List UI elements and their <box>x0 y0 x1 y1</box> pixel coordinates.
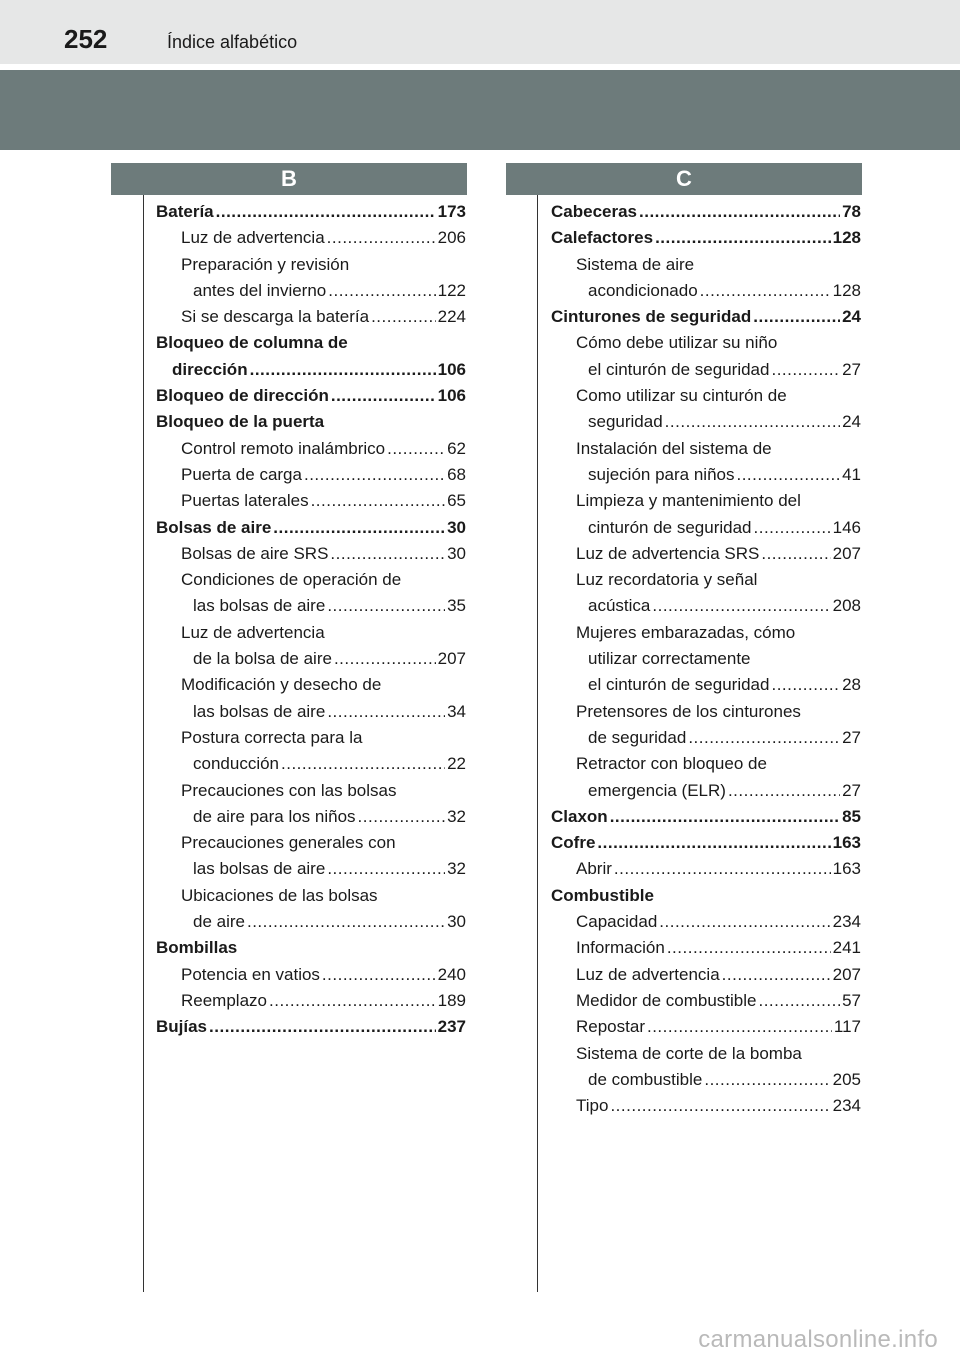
index-entry-page: 240 <box>437 964 466 984</box>
index-entry-text: Bolsas de aire SRS <box>181 543 329 563</box>
index-entry-text: Retractor con bloqueo de <box>576 754 767 774</box>
index-entry <box>551 357 861 383</box>
index-entry-text: Luz de advertencia <box>181 228 325 248</box>
index-entry <box>156 856 466 882</box>
leader-dots <box>700 278 831 304</box>
index-entry-page: 28 <box>842 675 861 695</box>
index-entry <box>156 541 466 567</box>
index-entry-text: Pretensores de los cinturones <box>576 701 801 721</box>
index-entry <box>156 935 466 961</box>
index-entry <box>551 830 861 856</box>
index-entry-text: emergencia (ELR) <box>588 780 726 800</box>
column-header-c: C <box>506 163 862 195</box>
index-entry <box>551 515 861 541</box>
index-entry <box>551 304 861 330</box>
index-entry <box>551 804 861 830</box>
leader-dots <box>327 225 436 251</box>
leader-dots <box>655 225 831 251</box>
leader-dots <box>304 462 445 488</box>
index-entry-page: 189 <box>437 990 466 1010</box>
index-entry <box>156 304 466 330</box>
index-entry <box>551 593 861 619</box>
index-entry-text: antes del invierno <box>193 280 327 300</box>
leader-dots <box>209 1014 436 1040</box>
leader-dots <box>331 383 436 409</box>
index-entry-text: Condiciones de operación de <box>181 570 402 590</box>
index-entry <box>551 383 861 409</box>
leader-dots <box>322 962 436 988</box>
index-entry <box>551 909 861 935</box>
index-entry-page: 128 <box>832 228 861 248</box>
index-entry <box>551 278 861 304</box>
index-entry <box>551 699 861 725</box>
index-entry <box>551 646 861 672</box>
index-entry <box>156 725 466 751</box>
leader-dots <box>281 751 445 777</box>
leader-dots <box>328 278 435 304</box>
index-entry-page: 27 <box>842 359 861 379</box>
leader-dots <box>273 515 445 541</box>
index-entry <box>156 778 466 804</box>
index-column-b <box>156 199 466 1041</box>
index-entry-text: seguridad <box>588 412 663 432</box>
leader-dots <box>358 804 446 830</box>
index-entry-text: Limpieza y mantenimiento del <box>576 491 801 511</box>
leader-dots <box>771 672 840 698</box>
leader-dots <box>327 856 445 882</box>
leader-dots <box>753 304 840 330</box>
index-entry-text: de aire para los niños <box>193 806 356 826</box>
index-entry-text: el cinturón de seguridad <box>588 675 770 695</box>
watermark: carmanualsonline.info <box>698 1326 938 1353</box>
index-entry-page: 224 <box>437 307 466 327</box>
page-number: 252 <box>64 24 108 54</box>
index-entry-page: 106 <box>437 359 466 379</box>
leader-dots <box>610 1093 830 1119</box>
leader-dots <box>771 357 840 383</box>
index-entry <box>551 725 861 751</box>
leader-dots <box>311 488 446 514</box>
index-entry-text: Sistema de corte de la bomba <box>576 1043 802 1063</box>
leader-dots <box>704 1067 830 1093</box>
index-entry-text: Calefactores <box>551 228 654 248</box>
index-entry-text: las bolsas de aire <box>193 859 326 879</box>
index-entry-page: 234 <box>832 912 861 932</box>
index-entry-text: Puertas laterales <box>181 491 309 511</box>
index-entry-text: utilizar correctamente <box>588 649 751 669</box>
index-entry <box>551 988 861 1014</box>
index-entry-text: Bloqueo de columna de <box>156 333 348 353</box>
leader-dots <box>216 199 436 225</box>
index-entry <box>551 330 861 356</box>
index-entry-text: Claxon <box>551 806 608 826</box>
index-entry <box>156 672 466 698</box>
index-entry <box>156 462 466 488</box>
leader-dots <box>722 962 831 988</box>
index-entry-page: 146 <box>832 517 861 537</box>
index-entry <box>156 225 466 251</box>
index-entry <box>156 357 466 383</box>
index-entry-text: Ubicaciones de las bolsas <box>181 885 378 905</box>
index-entry-page: 24 <box>842 307 861 327</box>
leader-dots <box>610 804 840 830</box>
index-column-c <box>551 199 861 1119</box>
leader-dots <box>327 699 445 725</box>
index-entry <box>156 620 466 646</box>
index-entry <box>551 856 861 882</box>
index-entry-text: Luz de advertencia <box>181 622 325 642</box>
index-entry <box>156 252 466 278</box>
index-entry-page: 65 <box>447 491 466 511</box>
column-header-b: B <box>111 163 467 195</box>
index-entry <box>551 252 861 278</box>
leader-dots <box>758 988 840 1014</box>
index-entry-text: Bombillas <box>156 938 238 958</box>
index-entry-text: acondicionado <box>588 280 698 300</box>
index-entry <box>551 1067 861 1093</box>
index-entry <box>551 409 861 435</box>
index-entry-page: 163 <box>832 859 861 879</box>
index-entry-page: 32 <box>447 806 466 826</box>
index-entry-text: Cofre <box>551 833 596 853</box>
index-entry-text: Repostar <box>576 1017 645 1037</box>
leader-dots <box>327 593 445 619</box>
index-entry-text: de combustible <box>588 1069 703 1089</box>
index-entry-page: 22 <box>447 754 466 774</box>
index-entry-text: Batería <box>156 202 214 221</box>
leader-dots <box>665 409 840 435</box>
index-entry <box>551 778 861 804</box>
index-entry-text: Abrir <box>576 859 612 879</box>
index-entry-page: 163 <box>832 833 861 853</box>
index-entry-text: Puerta de carga <box>181 464 302 484</box>
leader-dots <box>247 909 445 935</box>
index-entry-text: conducción <box>193 754 280 774</box>
index-entry-text: Potencia en vatios <box>181 964 320 984</box>
index-entry <box>551 488 861 514</box>
index-entry-text: Sistema de aire <box>576 254 695 274</box>
index-entry-text: el cinturón de seguridad <box>588 359 770 379</box>
index-entry <box>156 383 466 409</box>
index-entry-text: Cinturones de seguridad <box>551 307 752 327</box>
index-entry-text: Luz de advertencia <box>576 964 720 984</box>
leader-dots <box>330 541 445 567</box>
leader-dots <box>614 856 831 882</box>
index-entry-page: 57 <box>842 990 861 1010</box>
leader-dots <box>334 646 436 672</box>
index-entry-page: 78 <box>842 202 861 221</box>
index-entry-text: Bloqueo de dirección <box>156 386 329 406</box>
index-entry <box>156 1014 466 1040</box>
index-entry <box>551 751 861 777</box>
leader-dots <box>269 988 436 1014</box>
index-entry <box>551 935 861 961</box>
leader-dots <box>639 199 840 225</box>
index-entry <box>156 199 466 225</box>
index-entry <box>551 225 861 251</box>
index-entry-text: Si se descarga la batería <box>181 307 370 327</box>
index-entry-page: 207 <box>832 543 861 563</box>
leader-dots <box>652 593 830 619</box>
index-entry-page: 32 <box>447 859 466 879</box>
index-entry-text: Capacidad <box>576 912 658 932</box>
index-entry <box>551 541 861 567</box>
index-entry-text: Bloqueo de la puerta <box>156 412 325 432</box>
index-entry-text: Precauciones con las bolsas <box>181 780 397 800</box>
index-entry-text: Reemplazo <box>181 990 267 1010</box>
index-entry <box>156 330 466 356</box>
index-entry-text: Modificación y desecho de <box>181 675 382 695</box>
leader-dots <box>371 304 436 330</box>
index-entry-text: dirección <box>172 359 248 379</box>
index-entry <box>156 988 466 1014</box>
index-entry <box>551 436 861 462</box>
index-entry-page: 27 <box>842 727 861 747</box>
leader-dots <box>387 436 445 462</box>
index-entry-page: 234 <box>832 1096 861 1116</box>
index-entry <box>551 1041 861 1067</box>
index-entry-page: 207 <box>832 964 861 984</box>
index-entry <box>551 883 861 909</box>
index-entry-text: Bolsas de aire <box>156 517 272 537</box>
index-entry-text: Instalación del sistema de <box>576 438 772 458</box>
index-entry-page: 173 <box>437 202 466 221</box>
index-entry <box>551 462 861 488</box>
index-entry-page: 85 <box>842 806 861 826</box>
index-entry <box>156 751 466 777</box>
index-entry <box>156 436 466 462</box>
leader-dots <box>667 935 831 961</box>
index-entry-page: 30 <box>447 517 466 537</box>
index-entry-page: 241 <box>832 938 861 958</box>
index-entry-text: Tipo <box>576 1096 609 1116</box>
index-entry <box>551 620 861 646</box>
index-entry <box>551 962 861 988</box>
index-entry <box>156 883 466 909</box>
index-entry-text: sujeción para niños <box>588 464 735 484</box>
index-entry-text: acústica <box>588 596 651 616</box>
index-entry-text: Combustible <box>551 885 654 905</box>
column-divider-right <box>537 195 538 1292</box>
index-entry <box>551 1014 861 1040</box>
leader-dots <box>659 909 830 935</box>
index-entry-text: Cómo debe utilizar su niño <box>576 333 778 353</box>
index-entry-text: Luz recordatoria y señal <box>576 570 758 590</box>
index-entry-text: de seguridad <box>588 727 687 747</box>
index-entry-page: 30 <box>447 912 466 932</box>
index-entry-text: de la bolsa de aire <box>193 649 332 669</box>
index-entry <box>156 830 466 856</box>
leader-dots <box>250 357 436 383</box>
index-entry <box>156 278 466 304</box>
index-entry-page: 41 <box>842 464 861 484</box>
index-entry-page: 34 <box>447 701 466 721</box>
index-entry <box>156 699 466 725</box>
index-entry-text: las bolsas de aire <box>193 701 326 721</box>
index-entry-text: Medidor de combustible <box>576 990 757 1010</box>
index-entry-page: 106 <box>437 386 466 406</box>
index-entry-text: Mujeres embarazadas, cómo <box>576 622 796 642</box>
leader-dots <box>597 830 830 856</box>
index-entry-page: 207 <box>437 649 466 669</box>
index-entry <box>156 962 466 988</box>
index-entry-text: cinturón de seguridad <box>588 517 752 537</box>
index-entry <box>551 567 861 593</box>
leader-dots <box>688 725 840 751</box>
index-entry <box>551 199 861 225</box>
index-entry <box>156 488 466 514</box>
index-entry-text: Bujías <box>156 1017 208 1037</box>
index-entry <box>551 672 861 698</box>
index-entry-page: 35 <box>447 596 466 616</box>
index-entry-text: Luz de advertencia SRS <box>576 543 760 563</box>
index-entry-page: 208 <box>832 596 861 616</box>
index-entry <box>156 593 466 619</box>
header-band <box>0 70 960 150</box>
index-entry <box>156 409 466 435</box>
index-entry-text: Control remoto inalámbrico <box>181 438 386 458</box>
index-entry-text: las bolsas de aire <box>193 596 326 616</box>
index-entry-text: Precauciones generales con <box>181 833 396 853</box>
index-entry-page: 205 <box>832 1069 861 1089</box>
index-entry <box>551 1093 861 1119</box>
column-divider-left <box>143 195 144 1292</box>
index-entry <box>156 646 466 672</box>
index-entry <box>156 909 466 935</box>
index-entry-page: 62 <box>447 438 466 458</box>
leader-dots <box>647 1014 832 1040</box>
index-entry-text: Preparación y revisión <box>181 254 350 274</box>
index-entry-page: 206 <box>437 228 466 248</box>
index-entry-text: de aire <box>193 912 245 932</box>
index-entry-page: 122 <box>437 280 466 300</box>
leader-dots <box>736 462 840 488</box>
index-entry-text: Como utilizar su cinturón de <box>576 386 787 406</box>
leader-dots <box>754 515 831 541</box>
index-entry-page: 27 <box>842 780 861 800</box>
index-entry-page: 117 <box>833 1017 861 1037</box>
index-entry-page: 30 <box>447 543 466 563</box>
index-entry-text: Información <box>576 938 665 958</box>
index-entry-page: 68 <box>447 464 466 484</box>
index-entry <box>156 804 466 830</box>
index-entry <box>156 567 466 593</box>
leader-dots <box>728 778 840 804</box>
index-entry-text: Cabeceras <box>551 202 638 221</box>
index-entry-page: 24 <box>842 412 861 432</box>
index-entry <box>156 515 466 541</box>
page-header-bar <box>0 0 960 64</box>
leader-dots <box>761 541 830 567</box>
index-entry-page: 128 <box>832 280 861 300</box>
section-title: Índice alfabético <box>167 32 298 52</box>
index-entry-page: 237 <box>437 1017 466 1037</box>
index-entry-text: Postura correcta para la <box>181 727 363 747</box>
